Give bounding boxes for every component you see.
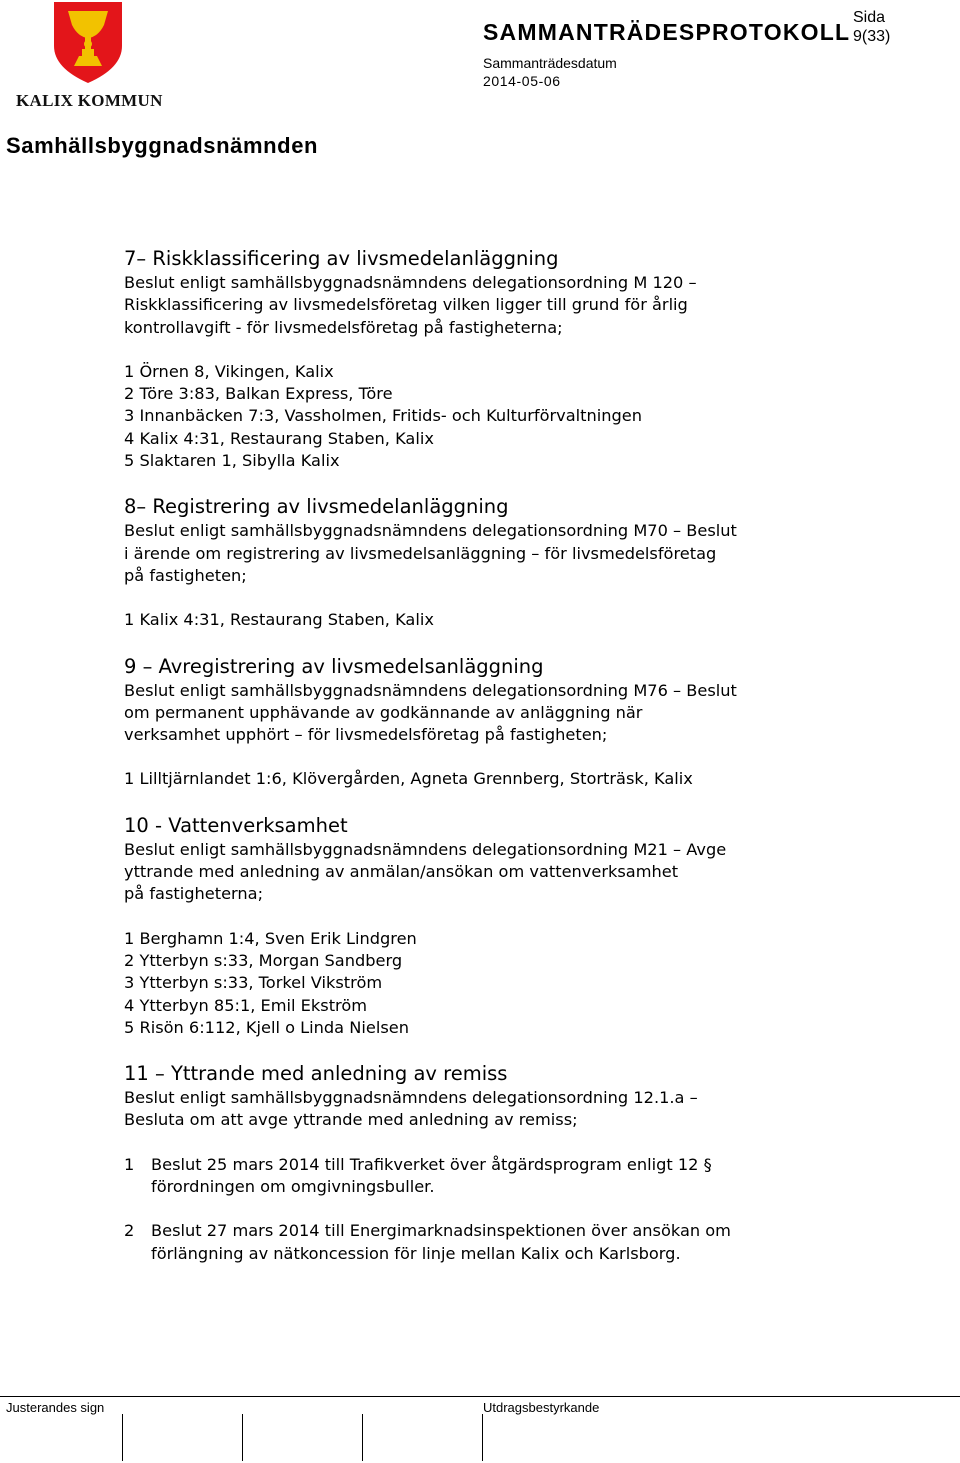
section-text: Beslut enligt samhällsbyggnadsnämndens delegationsordning 12.1.a – [124, 1088, 698, 1108]
section-text: Beslut enligt samhällsbyggnadsnämndens delegationsordning M70 – Beslut [124, 521, 737, 541]
section-text: om permanent upphävande av godkännande av anläggning när [124, 702, 643, 722]
section-heading: 7– Riskklassificering av livsmedelanläggning [124, 247, 559, 270]
list-item: 3 Ytterbyn s:33, Torkel Vikström [124, 973, 383, 993]
section-heading: 11 – Yttrande med anledning av remiss [124, 1062, 508, 1086]
list-item: 4 Kalix 4:31, Restaurang Staben, Kalix [124, 428, 434, 448]
list-item: 2 Töre 3:83, Balkan Express, Töre [124, 384, 393, 404]
item-line: Beslut 27 mars 2014 till Energimarknadsinspektionen över ansökan om [151, 1221, 731, 1241]
section-heading: 8– Registrering av livsmedelanläggning [124, 495, 509, 519]
list-item: 1 Kalix 4:31, Restaurang Staben, Kalix [124, 610, 434, 630]
section-text: verksamhet upphört – för livsmedelsföretag på fastigheten; [124, 725, 608, 745]
list-item: 1 Berghamn 1:4, Sven Erik Lindgren [124, 928, 417, 948]
section-text: i ärende om registrering av livsmedelsanläggning – för livsmedelsföretag [124, 543, 717, 563]
document-title: SAMMANTRÄDESPROTOKOLL [483, 19, 851, 45]
section-11 [124, 1061, 924, 1265]
logo-wordmark: KALIX KOMMUN [16, 91, 163, 110]
list-item: 1 Örnen 8, Vikingen, Kalix [124, 361, 334, 381]
section-heading: 10 - Vattenverksamhet [124, 813, 348, 837]
section-text: Riskklassificering av livsmedelsföretag vilken ligger till grund för årlig [124, 295, 688, 315]
date-label: Sammanträdesdatum [483, 55, 617, 71]
list-item [124, 1220, 924, 1265]
section-9 [124, 654, 924, 813]
section-text: på fastigheterna; [124, 884, 264, 904]
kalix-logo [14, 2, 162, 110]
list-item [124, 1154, 924, 1199]
section-text: Beslut enligt samhällsbyggnadsnämndens delegationsordning M76 – Beslut [124, 680, 737, 700]
section-heading: 9 – Avregistrering av livsmedelsanläggning [124, 654, 544, 678]
section-8 [124, 494, 924, 653]
coat-of-arms-icon [52, 2, 124, 84]
signature-divider [242, 1414, 243, 1461]
section-text: Beslut enligt samhällsbyggnadsnämndens delegationsordning M 120 – [124, 273, 697, 292]
list-item: 1 Lilltjärnlandet 1:6, Klövergården, Agneta Grennberg, Storträsk, Kalix [124, 769, 693, 789]
page-label: Sida [853, 9, 886, 26]
section-7 [124, 246, 924, 494]
list-item: 5 Risön 6:112, Kjell o Linda Nielsen [124, 1017, 409, 1037]
list-item: 5 Slaktaren 1, Sibylla Kalix [124, 451, 340, 471]
item-number: 1 [124, 1154, 135, 1174]
committee-name: Samhällsbyggnadsnämnden [6, 133, 319, 158]
signature-divider [122, 1414, 123, 1461]
meeting-date: 2014-05-06 [483, 73, 561, 89]
item-line: förlängning av nätkoncession för linje mellan Kalix och Karlsborg. [151, 1243, 681, 1263]
footer-rule [0, 1396, 960, 1397]
section-text: Besluta om att avge yttrande med anledning av remiss; [124, 1110, 578, 1130]
signature-divider [362, 1414, 363, 1461]
signature-divider [482, 1414, 483, 1461]
section-text: på fastigheten; [124, 565, 247, 585]
item-line: Beslut 25 mars 2014 till Trafikverket över åtgärdsprogram enligt 12 § [151, 1154, 712, 1174]
protocol-body [124, 246, 924, 1265]
list-item: 2 Ytterbyn s:33, Morgan Sandberg [124, 950, 403, 970]
list-item: 3 Innanbäcken 7:3, Vassholmen, Fritids- och Kulturförvaltningen [124, 406, 643, 426]
footer-left-label: Justerandes sign [6, 1400, 105, 1415]
item-text [151, 1154, 712, 1199]
item-text [151, 1220, 731, 1265]
section-text: yttrande med anledning av anmälan/ansökan om vattenverksamhet [124, 862, 679, 882]
list-item: 4 Ytterbyn 85:1, Emil Ekström [124, 995, 368, 1015]
item-number: 2 [124, 1221, 135, 1241]
footer-right-label: Utdragsbestyrkande [483, 1400, 600, 1415]
page-number: 9(33) [853, 28, 891, 45]
section-text: Beslut enligt samhällsbyggnadsnämndens delegationsordning M21 – Avge [124, 839, 727, 859]
section-10 [124, 813, 924, 1061]
item-line: förordningen om omgivningsbuller. [151, 1177, 435, 1197]
section-text: kontrollavgift - för livsmedelsföretag på fastigheterna; [124, 317, 563, 337]
